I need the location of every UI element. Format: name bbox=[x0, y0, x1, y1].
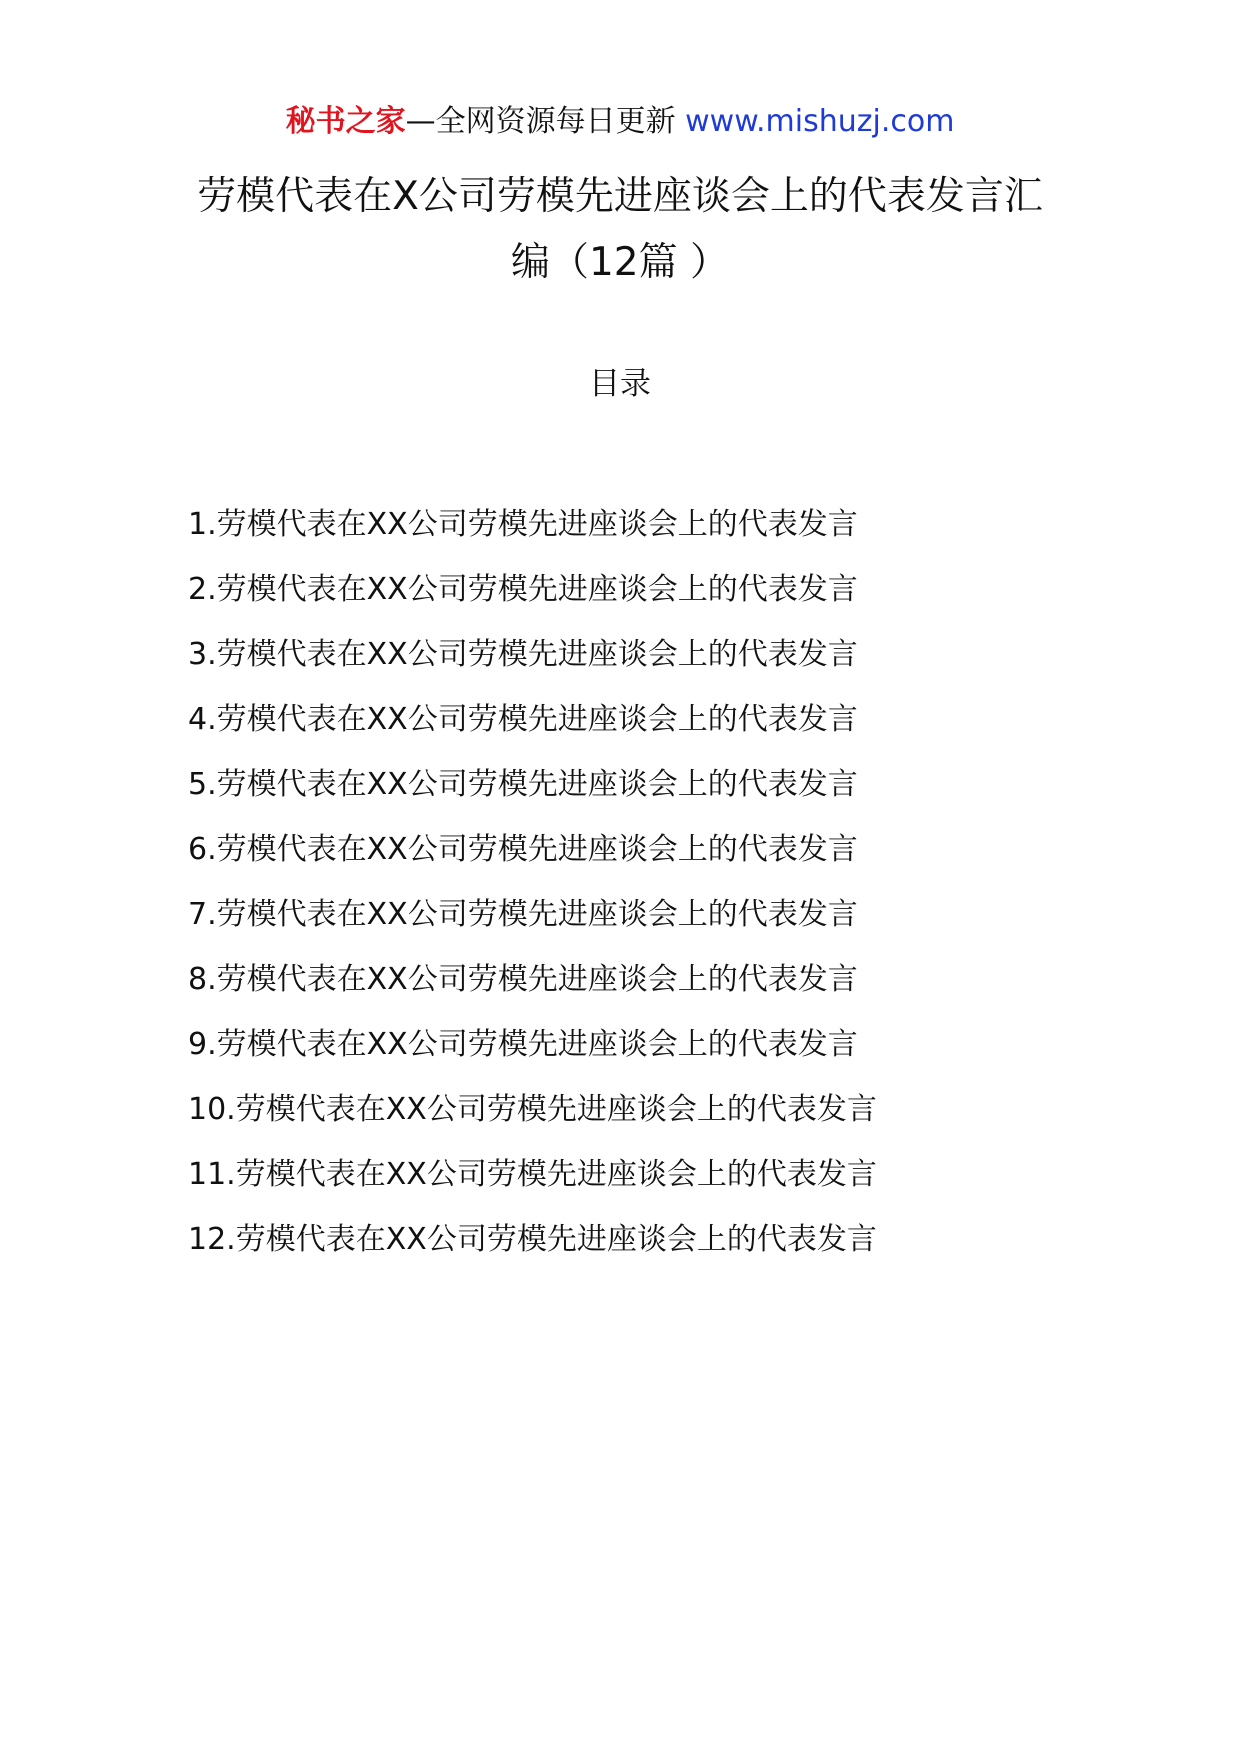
toc-item[interactable]: 2.劳模代表在XX公司劳模先进座谈会上的代表发言 bbox=[188, 572, 858, 607]
toc-item[interactable]: 11.劳模代表在XX公司劳模先进座谈会上的代表发言 bbox=[188, 1157, 877, 1192]
toc-item[interactable]: 12.劳模代表在XX公司劳模先进座谈会上的代表发言 bbox=[188, 1222, 877, 1257]
table-of-contents bbox=[188, 492, 1088, 1272]
site-header bbox=[0, 100, 1240, 144]
toc-item[interactable]: 6.劳模代表在XX公司劳模先进座谈会上的代表发言 bbox=[188, 832, 858, 867]
toc-item[interactable]: 9.劳模代表在XX公司劳模先进座谈会上的代表发言 bbox=[188, 1027, 858, 1062]
toc-item[interactable]: 8.劳模代表在XX公司劳模先进座谈会上的代表发言 bbox=[188, 962, 858, 997]
toc-item[interactable]: 10.劳模代表在XX公司劳模先进座谈会上的代表发言 bbox=[188, 1092, 877, 1127]
site-url-link[interactable]: www.mishuzj.com bbox=[685, 104, 955, 139]
site-slogan: —全网资源每日更新 bbox=[405, 104, 676, 139]
document-title: 劳模代表在X公司劳模先进座谈会上的代表发言汇编（12篇 ） bbox=[197, 174, 1043, 285]
toc-item[interactable]: 4.劳模代表在XX公司劳模先进座谈会上的代表发言 bbox=[188, 702, 858, 737]
toc-item[interactable]: 7.劳模代表在XX公司劳模先进座谈会上的代表发言 bbox=[188, 897, 858, 932]
toc-item[interactable]: 1.劳模代表在XX公司劳模先进座谈会上的代表发言 bbox=[188, 507, 858, 542]
toc-item[interactable]: 3.劳模代表在XX公司劳模先进座谈会上的代表发言 bbox=[188, 637, 858, 672]
brand-name: 秘书之家 bbox=[285, 104, 406, 139]
toc-item[interactable]: 5.劳模代表在XX公司劳模先进座谈会上的代表发言 bbox=[188, 767, 858, 802]
toc-heading: 目录 bbox=[589, 366, 651, 402]
